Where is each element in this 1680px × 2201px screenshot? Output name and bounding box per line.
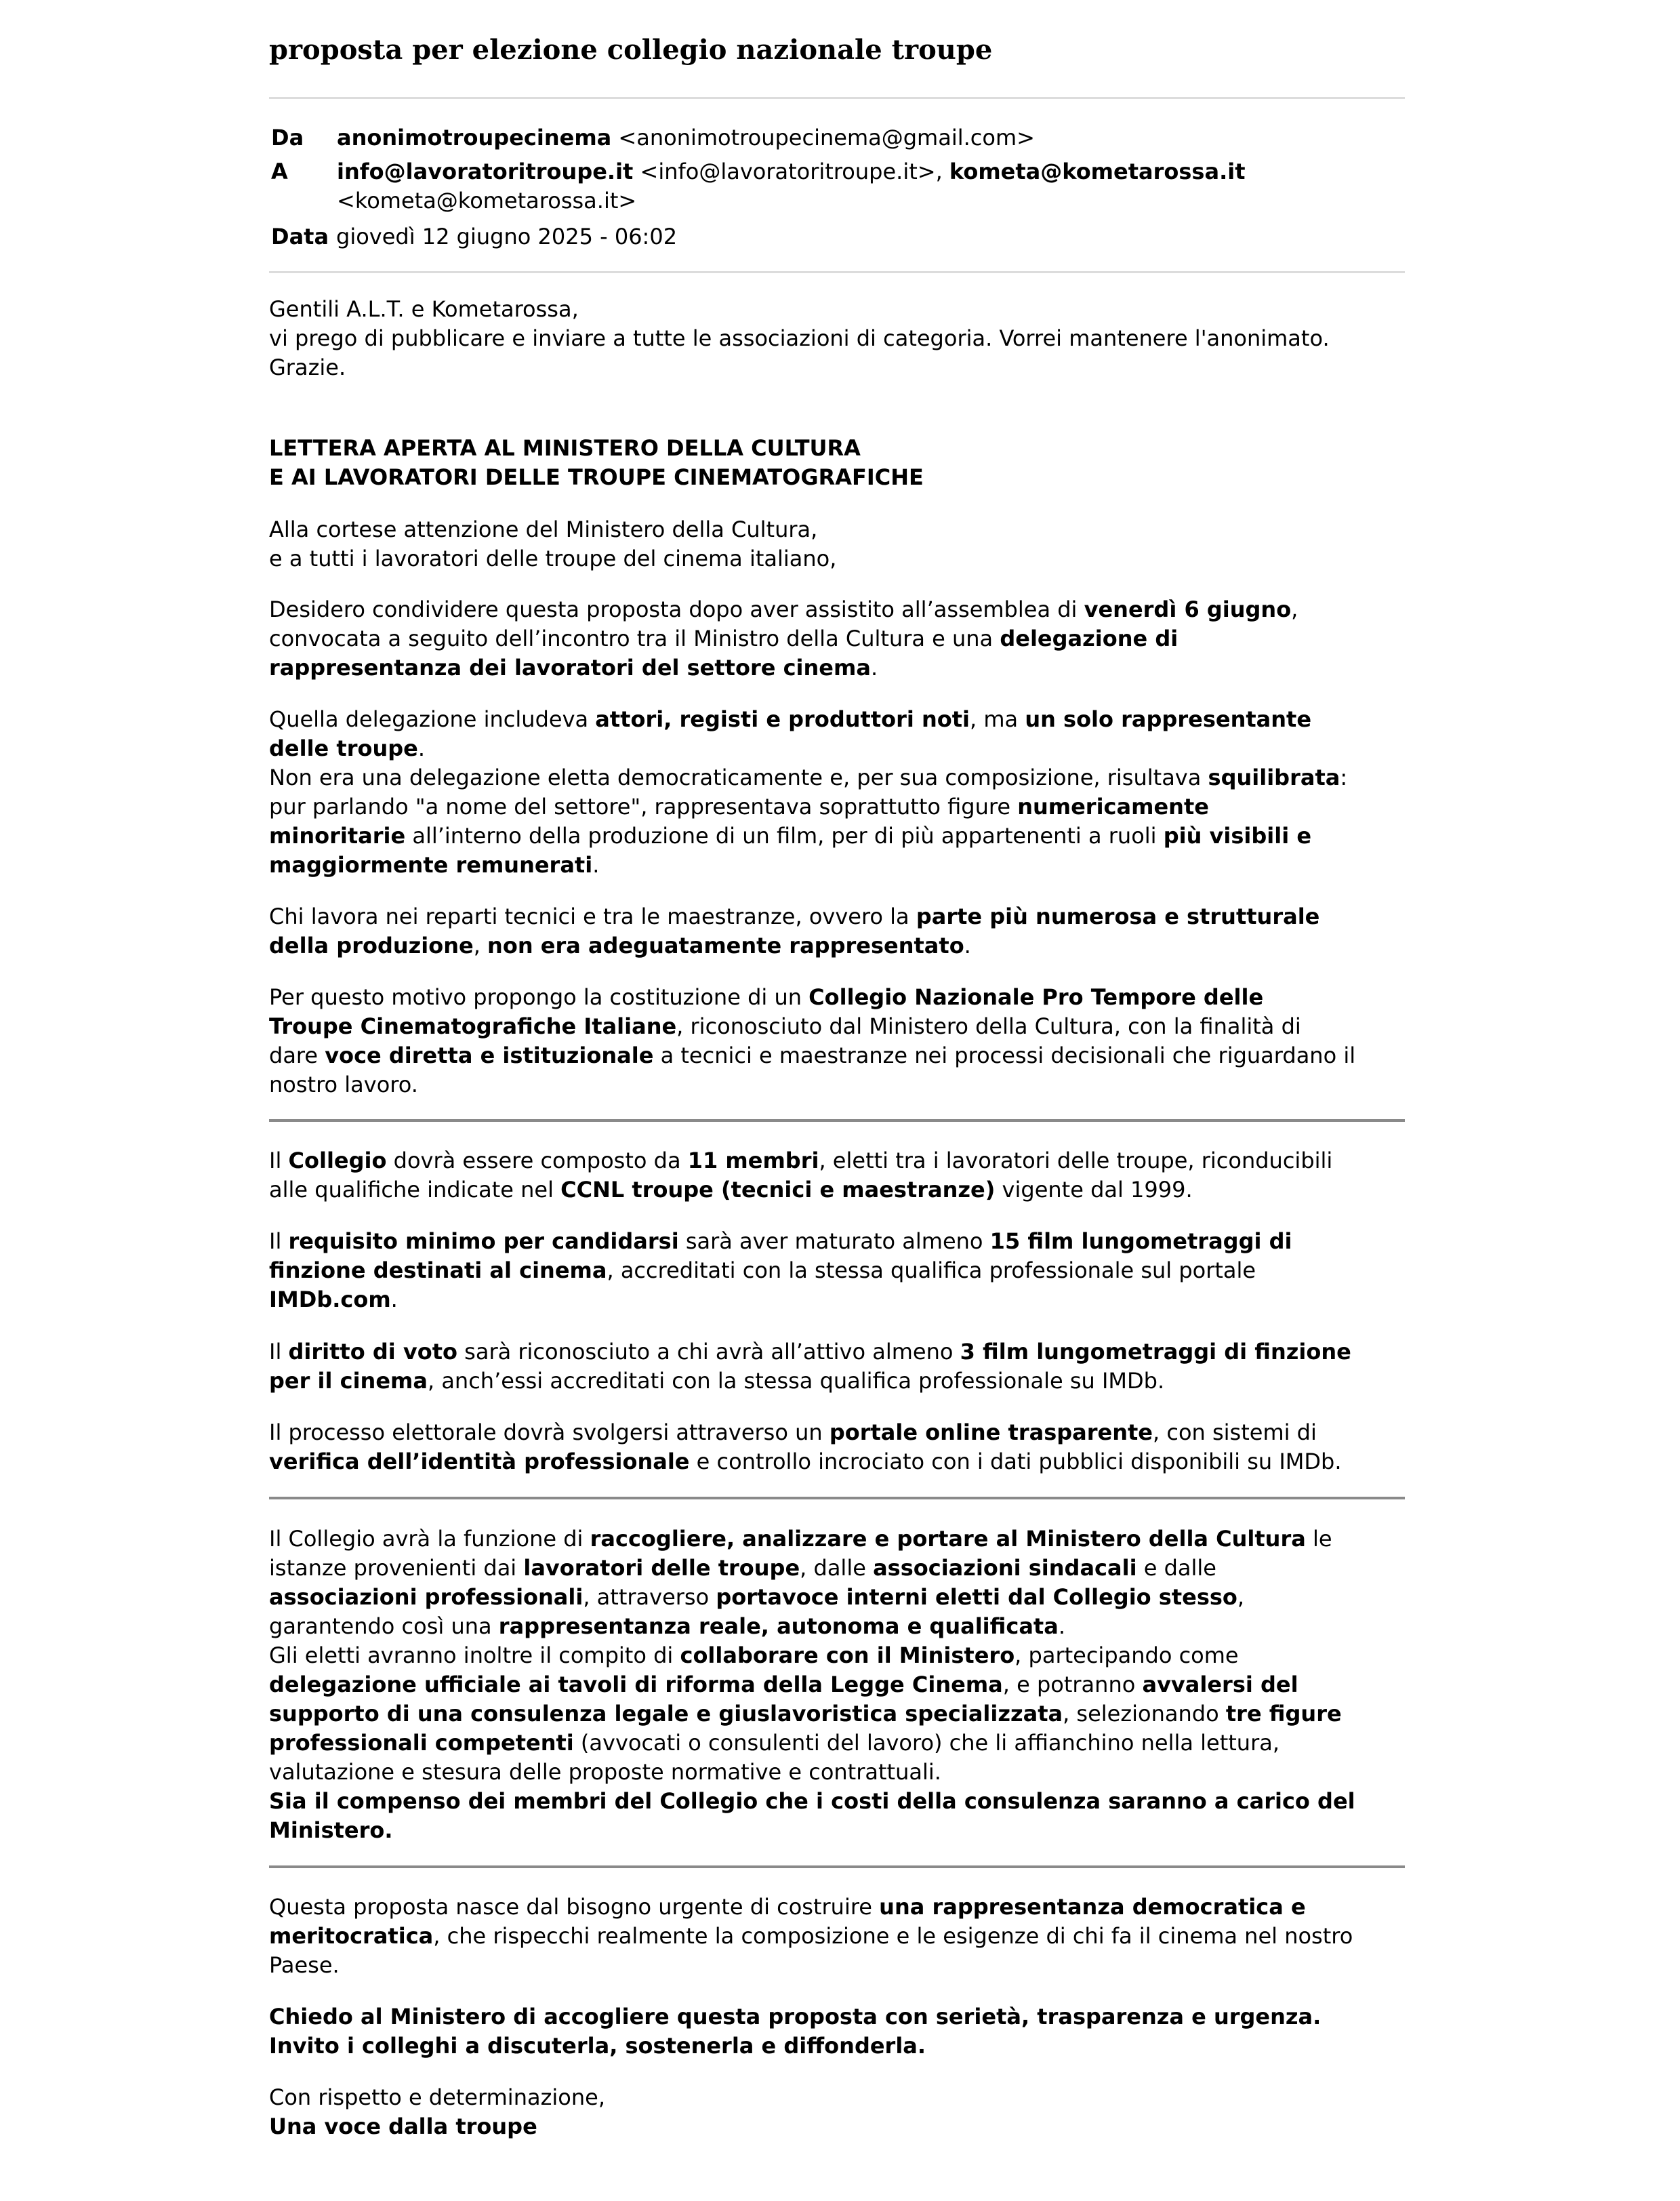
paragraph-assembly xyxy=(269,595,1414,683)
text-line xyxy=(269,1070,1414,1099)
text-run: , accreditati con la stessa qualifica professionale sul portale xyxy=(607,1257,1256,1283)
text-run: convocata a seguito dell’incontro tra il Ministro della Cultura e una xyxy=(269,626,1000,651)
text-run: Gli eletti avranno inoltre il compito di xyxy=(269,1642,680,1668)
text-run: Paese. xyxy=(269,1952,340,1978)
bold-text: Chiedo al Ministero di accogliere questa proposta con serietà, trasparenza e urgenza. xyxy=(269,2004,1322,2030)
bold-text: portale online trasparente xyxy=(829,1419,1153,1445)
bold-text: 11 membri xyxy=(687,1148,819,1173)
bold-text: non era adeguatamente rappresentato xyxy=(487,933,964,958)
text-run: Il processo elettorale dovrà svolgersi attraverso un xyxy=(269,1419,829,1445)
text-line xyxy=(269,983,1414,1012)
text-run: , dalle xyxy=(800,1555,874,1581)
text-line xyxy=(269,1670,1414,1699)
text-line xyxy=(269,851,1414,880)
text-run: . xyxy=(417,735,426,761)
text-run: , selezionando xyxy=(1063,1701,1226,1727)
section-divider-2 xyxy=(269,1497,1405,1499)
bold-text: diritto di voto xyxy=(288,1339,457,1365)
bold-text: verifica dell’identità professionale xyxy=(269,1449,690,1474)
text-run: le xyxy=(1305,1526,1332,1552)
to-label: A xyxy=(271,159,288,184)
bold-text: avvalersi del xyxy=(1142,1672,1298,1697)
bold-text: associazioni professionali xyxy=(269,1584,583,1610)
bold-text: 15 film lungometraggi di xyxy=(989,1228,1292,1254)
header-top-divider xyxy=(269,97,1405,99)
text-line xyxy=(269,705,1414,734)
bold-text: CCNL troupe (tecnici e maestranze) xyxy=(560,1177,996,1203)
bold-text: IMDb.com xyxy=(269,1287,391,1312)
text-run: , attraverso xyxy=(583,1584,716,1610)
date-label: Data xyxy=(271,224,329,249)
paragraph-election-process xyxy=(269,1418,1414,1476)
text-run: , con sistemi di xyxy=(1153,1419,1317,1445)
text-run: a tecnici e maestranze nei processi decisionali che riguardano il xyxy=(653,1043,1356,1068)
text-line xyxy=(269,1583,1414,1612)
recipient-2-address[interactable]: <kometa@kometarossa.it> xyxy=(337,188,637,214)
text-line xyxy=(269,653,1414,683)
text-run: Il xyxy=(269,1148,289,1173)
text-run: Desidero condividere questa proposta dopo aver assistito all’assemblea di xyxy=(269,597,1084,622)
text-run: garantendo così una xyxy=(269,1613,499,1639)
bold-text: venerdì 6 giugno xyxy=(1084,597,1292,622)
text-run: sarà riconosciuto a chi avrà all’attivo almeno xyxy=(457,1339,960,1365)
text-run: nostro lavoro. xyxy=(269,1072,418,1097)
bold-text: requisito minimo per candidarsi xyxy=(288,1228,679,1254)
bold-text: Collegio xyxy=(288,1148,387,1173)
greeting: Gentili A.L.T. e Kometarossa, xyxy=(269,296,579,322)
text-line xyxy=(269,1041,1414,1070)
text-line xyxy=(269,1816,1414,1845)
addressee xyxy=(269,515,1414,573)
bold-text: attori, registi e produttori noti xyxy=(595,706,970,732)
text-line xyxy=(269,2002,1414,2032)
bold-text: una rappresentanza democratica e xyxy=(879,1894,1306,1920)
bold-text: un solo rappresentante xyxy=(1025,706,1312,732)
bold-text: della produzione xyxy=(269,933,474,958)
text-run: vigente dal 1999. xyxy=(995,1177,1193,1203)
bold-text: Sia il compenso dei membri del Collegio che i costi della consulenza saranno a carico del xyxy=(269,1788,1355,1814)
text-run: pur parlando "a nome del settore", rappresentava soprattutto figure xyxy=(269,794,1018,820)
text-run: valutazione e stesura delle proposte normative e contrattuali. xyxy=(269,1759,941,1785)
bold-text: supporto di una consulenza legale e giuslavoristica specializzata xyxy=(269,1701,1063,1727)
text-run: . xyxy=(390,1287,398,1312)
paragraph-request xyxy=(269,2002,1414,2061)
text-run: e controllo incrociato con i dati pubblici disponibili su IMDb. xyxy=(689,1449,1342,1474)
text-line xyxy=(269,1612,1414,1641)
email-subject: proposta per elezione collegio nazionale troupe xyxy=(269,34,993,66)
text-run: Per questo motivo propongo la costituzione di un xyxy=(269,984,809,1010)
text-run: Non era una delegazione eletta democraticamente e, per sua composizione, risultava xyxy=(269,765,1208,790)
paragraph-underrepresented xyxy=(269,902,1414,961)
text-run: : xyxy=(1340,765,1348,790)
text-run: , partecipando come xyxy=(1015,1642,1239,1668)
paragraph-composition xyxy=(269,1146,1414,1205)
text-line xyxy=(269,624,1414,653)
text-run: Il xyxy=(269,1339,289,1365)
recipient-separator: , xyxy=(935,159,943,184)
text-run: , eletti tra i lavoratori delle troupe, riconducibili xyxy=(819,1148,1333,1173)
text-line xyxy=(269,1951,1414,1980)
text-run: dare xyxy=(269,1043,325,1068)
bold-text: rappresentanza dei lavoratori del settore cinema xyxy=(269,655,871,681)
text-run: Chi lavora nei reparti tecnici e tra le maestranze, ovvero la xyxy=(269,904,916,929)
from-label: Da xyxy=(271,125,304,150)
text-run: , ma xyxy=(970,706,1025,732)
header-bottom-divider xyxy=(269,271,1405,273)
bold-text: rappresentanza reale, autonoma e qualificata xyxy=(498,1613,1059,1639)
sender-name[interactable]: anonimotroupecinema xyxy=(337,125,612,150)
text-line xyxy=(269,1729,1414,1758)
text-line xyxy=(269,1256,1414,1285)
text-line xyxy=(269,1227,1414,1256)
bold-text: parte più numerosa e strutturale xyxy=(916,904,1320,929)
text-line xyxy=(269,1524,1414,1554)
bold-text: tre figure xyxy=(1225,1701,1342,1727)
bold-text: squilibrata xyxy=(1208,765,1340,790)
bold-text: portavoce interni eletti dal Collegio stesso xyxy=(716,1584,1237,1610)
text-run: , xyxy=(473,933,488,958)
text-run: , e potranno xyxy=(1002,1672,1143,1697)
text-run: . xyxy=(592,852,600,878)
paragraph-voting-right xyxy=(269,1337,1414,1396)
closing-block xyxy=(269,2083,1414,2141)
text-run: (avvocati o consulenti del lavoro) che li affianchino nella lettura, xyxy=(573,1730,1280,1756)
text-line xyxy=(269,1893,1414,1922)
bold-text: per il cinema xyxy=(269,1368,428,1394)
bold-text: 3 film lungometraggi di finzione xyxy=(960,1339,1351,1365)
intro-note xyxy=(269,295,1414,382)
text-line xyxy=(269,763,1414,792)
bold-text: Ministero. xyxy=(269,1817,393,1843)
text-run: Il Collegio avrà la funzione di xyxy=(269,1526,590,1552)
bold-text: delle troupe xyxy=(269,735,418,761)
sender-address[interactable]: <anonimotroupecinema@gmail.com> xyxy=(618,125,1035,150)
bold-text: finzione destinati al cinema xyxy=(269,1257,607,1283)
bold-text: numericamente xyxy=(1017,794,1209,820)
recipient-1-address[interactable]: <info@lavoratoritroupe.it> xyxy=(640,159,936,184)
bold-text: lavoratori delle troupe xyxy=(523,1555,800,1581)
bold-text: minoritarie xyxy=(269,823,406,849)
bold-text: Collegio Nazionale Pro Tempore delle xyxy=(808,984,1264,1010)
text-line xyxy=(269,1285,1414,1314)
bold-text: delegazione di xyxy=(1000,626,1179,651)
bold-text: collaborare con il Ministero xyxy=(680,1642,1015,1668)
bold-text: Invito i colleghi a discuterla, sostenerla e diffonderla. xyxy=(269,2033,926,2059)
text-line xyxy=(269,1787,1414,1816)
text-run: Quella delegazione includeva xyxy=(269,706,596,732)
recipient-2-name[interactable]: kometa@kometarossa.it xyxy=(949,159,1246,184)
text-run: Questa proposta nasce dal bisogno urgente di costruire xyxy=(269,1894,880,1920)
text-line xyxy=(269,1641,1414,1670)
publish-request: vi prego di pubblicare e inviare a tutte le associazioni di categoria. Vorrei mantenere l'anonimato. xyxy=(269,325,1330,351)
bold-text: associazioni sindacali xyxy=(873,1555,1137,1581)
text-run: istanze provenienti dai xyxy=(269,1555,524,1581)
closing: Con rispetto e determinazione, xyxy=(269,2084,605,2110)
bold-text: delegazione ufficiale ai tavoli di riforma della Legge Cinema xyxy=(269,1672,1003,1697)
date-value: giovedì 12 giugno 2025 - 06:02 xyxy=(336,224,678,249)
text-line xyxy=(269,822,1414,851)
text-line xyxy=(269,1922,1414,1951)
text-run: , che rispecchi realmente la composizione e le esigenze di chi fa il cinema nel nostro xyxy=(433,1923,1353,1949)
text-line xyxy=(269,1337,1414,1367)
signature: Una voce dalla troupe xyxy=(269,2114,537,2139)
bold-text: raccogliere, analizzare e portare al Ministero della Cultura xyxy=(590,1526,1306,1552)
paragraph-functions xyxy=(269,1524,1414,1845)
text-run: , xyxy=(1237,1584,1245,1610)
paragraph-proposal xyxy=(269,983,1414,1099)
text-run: all’interno della produzione di un film, per di più appartenenti a ruoli xyxy=(405,823,1164,849)
text-run: , xyxy=(1291,597,1298,622)
text-line xyxy=(269,1758,1414,1787)
paragraph-motivation xyxy=(269,1893,1414,1980)
text-line xyxy=(269,902,1414,931)
text-run: . xyxy=(964,933,971,958)
text-line xyxy=(269,1554,1414,1583)
addressee-line-1: Alla cortese attenzione del Ministero della Cultura, xyxy=(269,517,818,542)
text-run: dovrà essere composto da xyxy=(386,1148,688,1173)
text-run: , riconosciuto dal Ministero della Cultura, con la finalità di xyxy=(676,1013,1301,1039)
bold-text: professionali competenti xyxy=(269,1730,574,1756)
paragraph-delegation xyxy=(269,705,1414,880)
paragraph-candidacy xyxy=(269,1227,1414,1314)
text-line xyxy=(269,734,1414,763)
text-run: sarà aver maturato almeno xyxy=(678,1228,990,1254)
section-divider-3 xyxy=(269,1865,1405,1868)
text-line xyxy=(269,1146,1414,1175)
letter-title xyxy=(269,434,1414,492)
text-line xyxy=(269,1367,1414,1396)
text-line xyxy=(269,792,1414,822)
section-divider-1 xyxy=(269,1119,1405,1122)
text-line xyxy=(269,2032,1414,2061)
text-line xyxy=(269,1012,1414,1041)
text-line xyxy=(269,595,1414,624)
text-run: . xyxy=(1058,1613,1065,1639)
bold-text: Troupe Cinematografiche Italiane xyxy=(269,1013,677,1039)
text-run: . xyxy=(870,655,878,681)
text-line xyxy=(269,1175,1414,1205)
bold-text: più visibili e xyxy=(1163,823,1312,849)
thanks: Grazie. xyxy=(269,355,346,380)
recipient-1-name[interactable]: info@lavoratoritroupe.it xyxy=(337,159,634,184)
text-line xyxy=(269,1699,1414,1729)
bold-text: meritocratica xyxy=(269,1923,434,1949)
bold-text: voce diretta e istituzionale xyxy=(325,1043,654,1068)
text-line xyxy=(269,931,1414,961)
letter-title-line-1: LETTERA APERTA AL MINISTERO DELLA CULTURA xyxy=(269,435,861,461)
text-run: Il xyxy=(269,1228,289,1254)
addressee-line-2: e a tutti i lavoratori delle troupe del cinema italiano, xyxy=(269,546,837,571)
letter-title-line-2: E AI LAVORATORI DELLE TROUPE CINEMATOGRAFICHE xyxy=(269,464,924,490)
text-run: alle qualifiche indicate nel xyxy=(269,1177,561,1203)
text-run: e dalle xyxy=(1136,1555,1216,1581)
text-line xyxy=(269,1447,1414,1476)
text-line xyxy=(269,1418,1414,1447)
text-run: , anch’essi accreditati con la stessa qualifica professionale su IMDb. xyxy=(427,1368,1165,1394)
bold-text: maggiormente remunerati xyxy=(269,852,593,878)
